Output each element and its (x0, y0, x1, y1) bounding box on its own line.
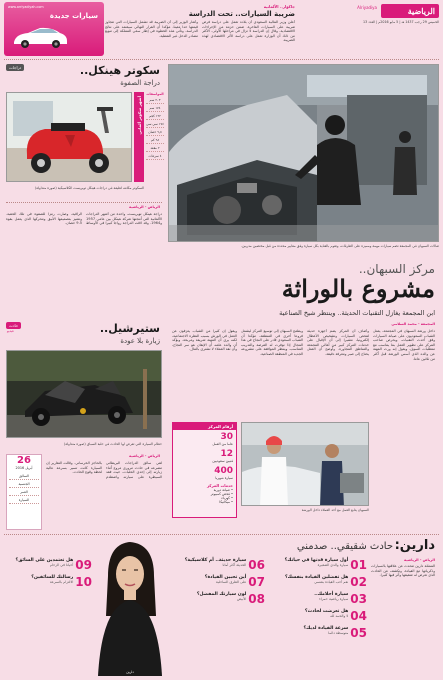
qa-item (271, 575, 367, 589)
main-story-author: المجمعة - محمد السلامي (391, 322, 435, 326)
qa-item (6, 558, 92, 572)
stat-label: فنيين سعوديين (212, 459, 233, 463)
qa-item (271, 592, 367, 606)
interview-section (4, 536, 439, 678)
scooter-body: دراجة هينكل تويريست، واحدة من أشهر الدراجات الألمانية التي أنتجتها شركة هينكل بين عامي 1957 و1964. وقد لاقت الدراجة رواجا كبيرا في الأوساط الراقية، وصارت رمزا للصفوة في تلك الحقبة. وتتميز بتصميمها الأنيق ومحركها الذي يعمل بقوة 9.5 حصان. (6, 212, 162, 226)
info-item: • ميكانيكا (219, 500, 233, 504)
spec-item: ٢٠٣ سم (146, 96, 164, 104)
interview-photo (94, 536, 166, 676)
interview-headline: حادث شقيقي.. صدمني (296, 541, 393, 552)
crash-author: الرياض - الرياضية (129, 454, 160, 458)
scooter-headline: سكوتر هينكل.. (79, 64, 160, 77)
qa-question: أول سيارة قدتها في حياتك؟ (284, 558, 349, 563)
scooter-tag: دراجات (6, 64, 24, 71)
qa-answer: متوسطة دائما (328, 631, 349, 636)
qa-number: 09 (75, 558, 92, 572)
stat-item (176, 449, 233, 463)
qa-number: 08 (248, 592, 265, 606)
spec-item: ١٧٤ سي سي (146, 120, 164, 128)
spec-item: ٢ مقعد (146, 144, 164, 152)
spec-item: ٩٫٥ حصان (146, 128, 164, 136)
crash-tag-sub: فيديو (7, 329, 14, 333)
masthead (299, 2, 439, 26)
qa-question: هل تفضلين القيادة بنفسك؟ (284, 575, 349, 580)
secondary-photo-caption: السبهان يتابع العمل مع أحد العملاء داخل الورشة (301, 508, 369, 512)
info-item: • كهرباء (221, 496, 233, 500)
scooter-vertical-tag: أشهر سكوتر ألماني (134, 92, 144, 182)
main-story (168, 262, 439, 527)
site-url: www.arriyadiyah.com (8, 5, 44, 9)
scooter-author: الرياض - الرياضية (129, 205, 160, 209)
info-item: • فحص كمبيوتر (210, 492, 233, 496)
interview-intro-block (371, 558, 435, 676)
qa-item (169, 575, 265, 589)
stats-box (172, 422, 237, 518)
qa-number: 03 (350, 592, 367, 606)
scooter-section (4, 62, 164, 317)
main-story-col4: ويقول إن كثيرا من الشباب يعزفون عن العمل في الورش بسبب النظرة الاجتماعية، لكنه يرى أن المهنة شريفة ومربحة. ويؤكد أن والده علمه أن الإتقان هو سر النجاح، وأن ثقة العملاء لا تشترى بالمال. (172, 329, 237, 352)
side-item: الجنسية (9, 480, 39, 488)
qa-question: هل تعرضت لحادث؟ (304, 609, 349, 614)
secondary-photo (241, 422, 369, 506)
main-photo (168, 64, 439, 242)
crash-side-panel (6, 454, 42, 530)
qa-item (169, 558, 265, 572)
qa-question: هل تعتمدين على السائق؟ (15, 558, 74, 563)
qa-number: 01 (350, 558, 367, 572)
qa-number: 06 (248, 558, 265, 572)
crash-image (6, 351, 161, 438)
logo-badge (381, 4, 439, 18)
qa-answer: نعم أحب القيادة بنفسي (314, 580, 349, 585)
stat-value: 400 (214, 466, 233, 476)
qa-question: لون سيارتك المفضل؟ (196, 592, 247, 597)
qa-item (271, 626, 367, 640)
top-story-headline: ضريبة السيارات.. تحت الدراسة (188, 10, 295, 18)
interview-author: الرياض - الرياضية (404, 558, 435, 562)
interview-intro: الممثلة دارين تتحدث عن علاقتها بالسيارات وذكرياتها مع القيادة، وتكشف عن الحادث الذي تعرض له شقيقها وأثر فيها كثيرا. (371, 564, 435, 578)
main-story-col3: ويطمح السبهان إلى توسيع المركز ليشمل فروعا أخرى في المنطقة، مؤكدا أن الشباب السعودي قادر على النجاح في هذا المجال إذا توفرت له الفرصة والتدريب المناسب. وينتظر الموافقة على مشروعه الجديد في المنطقة الصناعية. (241, 329, 303, 356)
stat-value: 12 (220, 449, 233, 459)
workshop-image (168, 65, 438, 242)
qa-answer: الأبيض (237, 597, 247, 602)
stat-item (176, 466, 233, 480)
top-story (105, 4, 295, 56)
qa-number: 02 (350, 575, 367, 589)
qa-answer: على الطرق الساحلية (215, 580, 247, 585)
spec-item: ٤ سرعات (146, 152, 164, 160)
info-item: • صيانة دورية (213, 488, 233, 492)
main-story-col1: داخل ورشة السبهان في المجمعة، يعمل الشباب السعوديون على صيانة السيارات وفق أحدث التقنيات، ويحرص صاحب المركز على تطوير العمل بما يتناسب مع متطلبات السوق. ويقول إنه ورث المهنة عن والده الذي أسس الورشة قبل أكثر من ثلاثين عاما. (373, 329, 435, 361)
date-box: 26 (17, 455, 31, 466)
stat-label: سيارة شهريا (215, 476, 233, 480)
qa-question: أين تحبين القيادة؟ (204, 575, 247, 580)
side-item: السيارة (9, 496, 39, 504)
top-story-body-2: وأشار الوزير إلى أن الضريبة قد تشمل السيارات التي تتجاوز قيمتها حدا معينا، مؤكدا أن القرار النهائي سيعتمد على نتائج الدراسة. وتأتي هذه الخطوة في إطار سعي المملكة إلى تنويع مصادر الدخل غير النفطية. (105, 20, 198, 38)
banner-label: سيارات جديدة (49, 12, 98, 20)
photo-name: دارين (126, 670, 134, 674)
qa-answer: سيارة رياضية حمراء (319, 597, 349, 602)
logo-sub: Alriyadiya (357, 5, 377, 10)
banner-car-image (10, 24, 70, 50)
qa-question: سيارة حديثة.. أم كلاسيكية؟ (184, 558, 247, 563)
scooter-caption: السكوتر مكانته لطيفة في دراجات هينكل تويريست الكلاسيكية (صورة متداولة) (34, 186, 144, 190)
qa-answer: أحيانا في الزحام (49, 563, 74, 568)
date-line: الخميس 29 رجب 1437 هـ | 5 مايو 2016م | العدد 13 (363, 20, 439, 24)
interview-kicker: دارين: (394, 538, 435, 553)
qa-number: 07 (248, 575, 265, 589)
spec-item: ١٩٢ كجم (146, 112, 164, 120)
stat-label: عاما من العمل (212, 442, 233, 446)
qa-item (271, 558, 367, 572)
qa-answer: الالتزام بالسرعة (49, 580, 74, 585)
crash-headline: ستيرشيل.. (99, 322, 160, 335)
main-story-subhead: ابن المجمعة يغازل التقنيات الحديثة.. وينتظر شيخ الصناعية (279, 309, 435, 317)
qa-item (271, 609, 367, 623)
specs-label: المواصفات (146, 92, 164, 96)
qa-number: 04 (350, 609, 367, 623)
qa-question: سيارة أحلامك.. (314, 592, 349, 597)
qa-answer: الحديثة أكثر أمانا (222, 563, 247, 568)
date-label: أبريل 2016 (15, 466, 33, 470)
crash-caption: حطام السيارة التي تعرض لها الحادث في حلبة السباق (صورة متداولة) (63, 442, 162, 446)
qa-question: سرعة القيادة لديك؟ (303, 626, 349, 631)
main-story-col2: وأضاف أن المركز يضم أجهزة حديثة لفحص السيارات وتشخيص الأعطال إلكترونيا، مشيرا إلى أن الإقبال على خدمات المركز كبير من أهالي المجمعة والمناطق المجاورة. وأوضح أن العمل يحتاج إلى صبر ومعرفة دقيقة. (307, 329, 369, 356)
logo: الرياضية (407, 6, 435, 16)
crash-tag: حادث (6, 322, 21, 329)
spec-item: ١٧٤ سم (146, 104, 164, 112)
darine-portrait (94, 536, 166, 676)
info-title: خدمات المركز (206, 483, 233, 488)
scooter-image (6, 93, 131, 182)
main-photo-caption: صالات السبهان في المجمعة تضم سيارات مهمة ومميزة على الطرقات، وتقوم بالعناية بكل سيارة وفق معايير محددة من قبل مختصين مدربين. (240, 244, 439, 248)
customer-image (241, 423, 368, 506)
main-story-headline: مشروع بالوراثة (281, 274, 435, 303)
stat-value: 30 (220, 432, 233, 442)
top-story-kicker: جاكوار.. الألمانية (263, 4, 295, 9)
qa-item (169, 592, 265, 606)
crash-body: لقي سائق الدراجات البريطاني مصرعه في حادث مروري مروع أثناء زيارته إلى إحدى الحلبات، حيث فقد السيطرة على سيارته واصطدم بالحاجز الخرساني. وقالت التقارير إن السيارة كانت تسير بسرعة عالية لحظة وقوع الحادث. (46, 461, 162, 479)
side-item: العمر (9, 488, 39, 496)
qa-number: 10 (75, 575, 92, 589)
qa-number: 05 (350, 626, 367, 640)
stat-item (176, 432, 233, 446)
scooter-photo (6, 92, 132, 182)
spec-item: ٩٨ كم (146, 136, 164, 144)
qa-answer: لا والحمد لله (330, 614, 349, 619)
top-story-body: أعلن وزير المالية السعودي أن بلاده تعمل على دراسة فرض ضريبة على السيارات الفاخرة، ضمن حزمة من الإجراءات الاقتصادية. وقال إن الدراسة لا تزال في مراحلها الأولى. الأكثر من ذلك أن الوزارة تعمل على دراسة الأثر الاقتصادي لهذه الضريبة. (202, 20, 295, 43)
stats-title: أرقام المركز (173, 423, 236, 430)
scooter-subhead: دراجة الصفوة (120, 79, 160, 87)
crash-subhead: زيارة بلا عودة (120, 337, 160, 345)
main-story-kicker: مركز السبهان.. (358, 262, 435, 276)
qa-item (6, 575, 92, 589)
crash-photo (6, 350, 162, 438)
qa-answer: سيارة والدي الصغيرة (317, 563, 349, 568)
crash-section (4, 320, 164, 532)
qa-question: رسالتك للسائقين؟ (31, 575, 74, 580)
corner-banner (4, 2, 104, 56)
side-item: السائق (9, 472, 39, 480)
